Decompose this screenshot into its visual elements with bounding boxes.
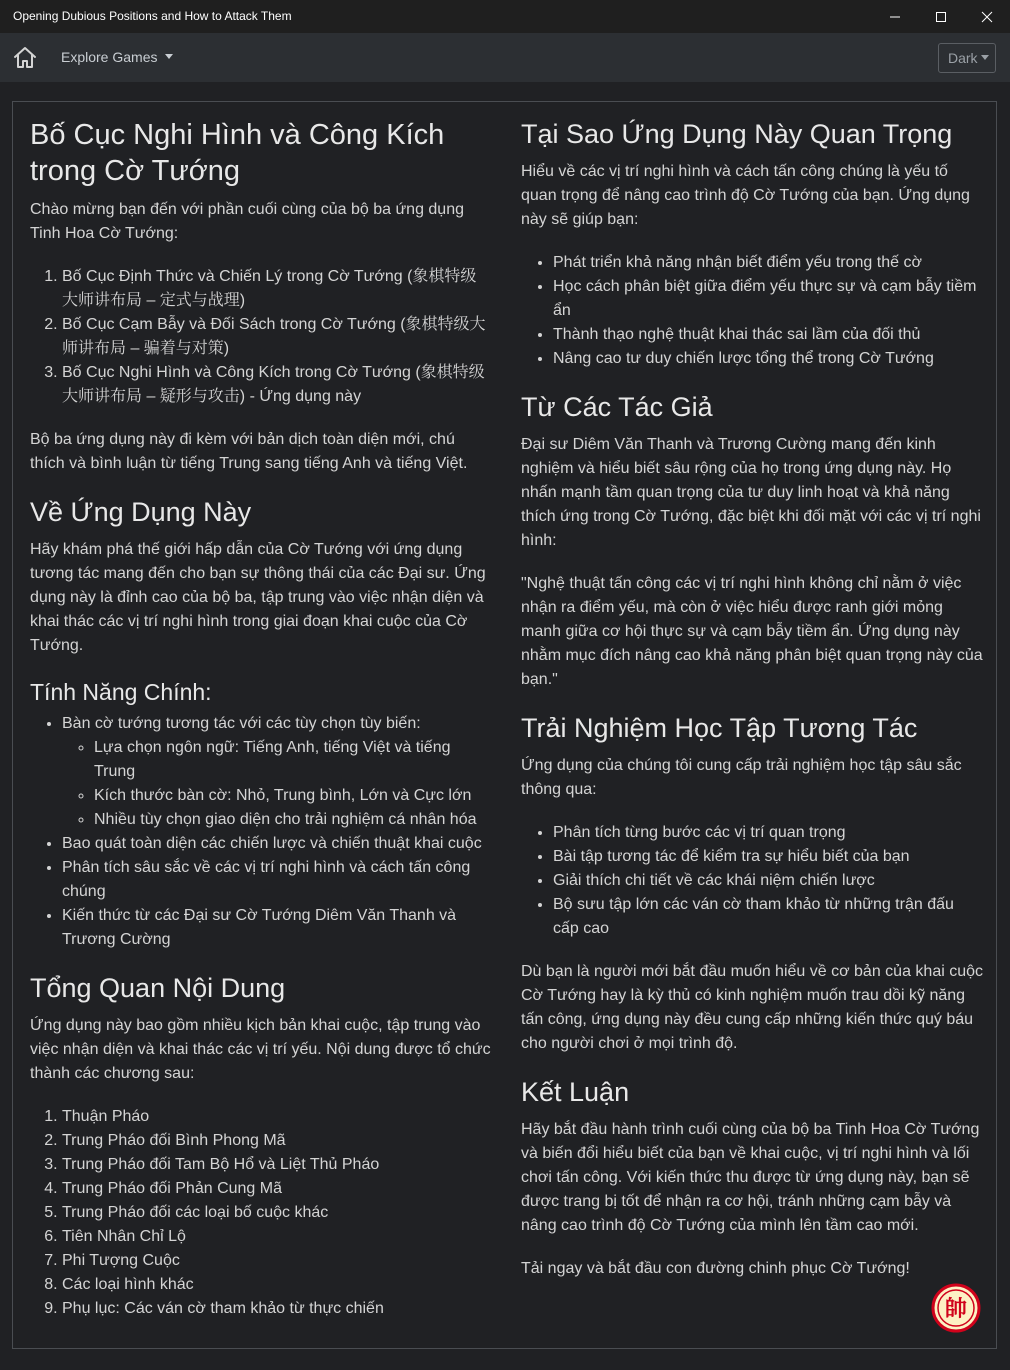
authors-heading: Từ Các Tác Giả <box>521 392 713 422</box>
list-item: • Bài tập tương tác để kiểm tra sự hiểu biết của bạn <box>553 845 983 869</box>
about-text: Hãy khám phá thế giới hấp dẫn của Cờ Tướng với ứng dụng tương tác mang đến cho bạn sự thông thái của các Đại sư. Ứng dụng này là đỉnh cao của bộ ba, tập trung vào việc nhận diện và khai thác các vị trí nghi hình trong giai đoạn khai cuộc của Cờ Tướng. <box>30 541 486 654</box>
list-item: 5. Trung Pháo đối các loại bố cuộc khác <box>62 1201 492 1225</box>
authors-text: Đại sư Diêm Văn Thanh và Trương Cường mang đến kinh nghiệm và hiểu biết sâu rộng của họ trong ứng dụng này. Họ nhấn mạnh tầm quan trọng của tư duy linh hoạt và khả năng thích ứng trong Cờ Tướng, đặc biệt khi đối mặt với các vị trí nghi hình: <box>521 436 981 549</box>
list-item: ◦ Nhiều tùy chọn giao diện cho trải nghiệm cá nhân hóa <box>94 808 492 832</box>
conclusion-heading: Kết Luận <box>521 1077 630 1107</box>
list-item: 2. Bố Cục Cạm Bẫy và Đối Sách trong Cờ Tướng (象棋特级大师讲布局 – 骗着与对策) <box>62 313 492 361</box>
list-item: • Bao quát toàn diện các chiến lược và chiến thuật khai cuộc <box>62 832 492 856</box>
list-item <box>62 712 492 832</box>
learning-list <box>521 821 983 941</box>
welcome-text: Chào mừng bạn đến với phần cuối cùng của bộ ba ứng dụng Tinh Hoa Cờ Tướng: <box>30 201 464 242</box>
close-icon <box>981 11 993 23</box>
list-item: ◦ Lựa chọn ngôn ngữ: Tiếng Anh, tiếng Việt và tiếng Trung <box>94 736 492 784</box>
list-item: 7. Phi Tượng Cuộc <box>62 1249 492 1273</box>
learning-text: Ứng dụng của chúng tôi cung cấp trải nghiệm học tập sâu sắc thông qua: <box>521 757 962 798</box>
why-list <box>521 251 983 371</box>
chapters-list <box>30 1105 492 1321</box>
explore-games-label: Explore Games <box>61 49 158 65</box>
list-item: 3. Bố Cục Nghi Hình và Công Kích trong Cờ Tướng (象棋特级大师讲布局 – 疑形与攻击) - Ứng dụng này <box>62 361 492 409</box>
maximize-icon <box>935 11 947 23</box>
logo-glyph: 帥 <box>944 1297 968 1322</box>
conclusion-text: Hãy bắt đầu hành trình cuối cùng của bộ ba Tinh Hoa Cờ Tướng và biến đổi hiểu biết của bạn về khai cuộc, vị trí nghi hình và lối chơi tấn công. Với kiến thức thu được từ ứng dụng này, bạn sẽ được trang bị tốt để nhận ra cơ hội, tránh những cạm bẫy và nâng cao trình độ Cờ Tướng của mình lên tầm cao mới. <box>521 1121 980 1234</box>
list-item: • Kiến thức từ các Đại sư Cờ Tướng Diêm Văn Thanh và Trương Cường <box>62 904 492 952</box>
minimize-button-slot[interactable] <box>872 0 918 33</box>
minimize-icon <box>889 11 901 23</box>
learning-heading: Trải Nghiệm Học Tập Tương Tác <box>521 713 918 743</box>
explore-games-dropdown[interactable] <box>61 49 173 65</box>
theme-dropdown[interactable] <box>938 43 996 73</box>
overview-text: Ứng dụng này bao gồm nhiều kịch bản khai cuộc, tập trung vào việc nhận diện và khai thác các vị trí yếu. Nội dung được tổ chức thành các chương sau: <box>30 1017 491 1082</box>
list-item: 6. Tiên Nhân Chỉ Lộ <box>62 1225 492 1249</box>
about-heading: Về Ứng Dụng Này <box>30 497 252 527</box>
list-item: • Phát triển khả năng nhận biết điểm yếu trong thế cờ <box>553 251 983 275</box>
list-item: • Phân tích từng bước các vị trí quan trọng <box>553 821 983 845</box>
general-piece-icon <box>931 1283 981 1333</box>
overview-heading: Tổng Quan Nội Dung <box>30 973 286 1003</box>
home-button[interactable] <box>12 45 38 71</box>
list-item: 9. Phụ lục: Các ván cờ tham khảo từ thực chiến <box>62 1297 492 1321</box>
list-item: 3. Trung Pháo đối Tam Bộ Hổ và Liệt Thủ Pháo <box>62 1153 492 1177</box>
list-item: • Giải thích chi tiết về các khái niệm chiến lược <box>553 869 983 893</box>
left-column <box>30 117 492 1340</box>
features-heading: Tính Năng Chính: <box>30 679 212 705</box>
trilogy-note: Bộ ba ứng dụng này đi kèm với bản dịch toàn diện mới, chú thích và bình luận từ tiếng Trung sang tiếng Anh và tiếng Việt. <box>30 431 468 472</box>
why-heading: Tại Sao Ứng Dụng Này Quan Trọng <box>521 119 953 149</box>
window-title: Opening Dubious Positions and How to Attack Them <box>13 9 292 23</box>
chevron-down-icon <box>165 54 173 59</box>
top-navbar <box>0 33 1010 82</box>
close-button[interactable] <box>964 0 1010 33</box>
list-item: • Thành thạo nghệ thuật khai thác sai lầm của đối thủ <box>553 323 983 347</box>
list-item: • Bộ sưu tập lớn các ván cờ tham khảo từ những trận đấu cấp cao <box>553 893 983 941</box>
why-text: Hiểu về các vị trí nghi hình và cách tấn công chúng là yếu tố quan trọng để nâng cao trình độ Cờ Tướng của bạn. Ứng dụng này sẽ giúp bạn: <box>521 163 970 228</box>
learning-outro: Dù bạn là người mới bắt đầu muốn hiểu về cơ bản của khai cuộc Cờ Tướng hay là kỳ thủ có kinh nghiệm muốn trau dồi kỹ năng tấn công, ứng dụng này đều cung cấp những kiến thức quý báu cho người chơi ở mọi trình độ. <box>521 963 984 1052</box>
right-column <box>521 117 983 1300</box>
list-item: • Phân tích sâu sắc về các vị trí nghi hình và cách tấn công chúng <box>62 856 492 904</box>
list-item: 8. Các loại hình khác <box>62 1273 492 1297</box>
home-icon <box>12 45 38 71</box>
list-item: 1. Thuận Pháo <box>62 1105 492 1129</box>
xiangqi-logo <box>931 1283 981 1333</box>
list-item: 4. Trung Pháo đối Phản Cung Mã <box>62 1177 492 1201</box>
cta-text: Tải ngay và bắt đầu con đường chinh phục Cờ Tướng! <box>521 1260 910 1277</box>
chevron-down-icon <box>981 55 989 60</box>
list-item: ◦ Kích thước bàn cờ: Nhỏ, Trung bình, Lớn và Cực lớn <box>94 784 492 808</box>
list-item: 2. Trung Pháo đối Bình Phong Mã <box>62 1129 492 1153</box>
list-item: • Nâng cao tư duy chiến lược tổng thể trong Cờ Tướng <box>553 347 983 371</box>
list-item: 1. Bố Cục Định Thức và Chiến Lý trong Cờ Tướng (象棋特级大师讲布局 – 定式与战理) <box>62 265 492 313</box>
list-item: • Học cách phân biệt giữa điểm yếu thực sự và cạm bẫy tiềm ẩn <box>553 275 983 323</box>
feature-text: Bàn cờ tướng tương tác với các tùy chọn tùy biến: <box>62 715 421 732</box>
title-bar <box>0 0 1010 34</box>
theme-label: Dark <box>948 50 978 66</box>
features-list <box>30 712 492 952</box>
page-title: Bố Cục Nghi Hình và Công Kích trong Cờ Tướng <box>30 119 445 187</box>
trilogy-list <box>30 265 492 409</box>
features-sublist <box>62 736 492 832</box>
authors-quote: "Nghệ thuật tấn công các vị trí nghi hình không chỉ nằm ở việc nhận ra điểm yếu, mà còn ở việc hiểu được ranh giới mỏng manh giữa cơ hội thực sự và cạm bẫy tiềm ẩn. Ứng dụng này nhằm mục đích nâng cao khả năng phân biệt quan trọng này của bạn." <box>521 575 983 688</box>
maximize-button[interactable] <box>918 0 964 33</box>
